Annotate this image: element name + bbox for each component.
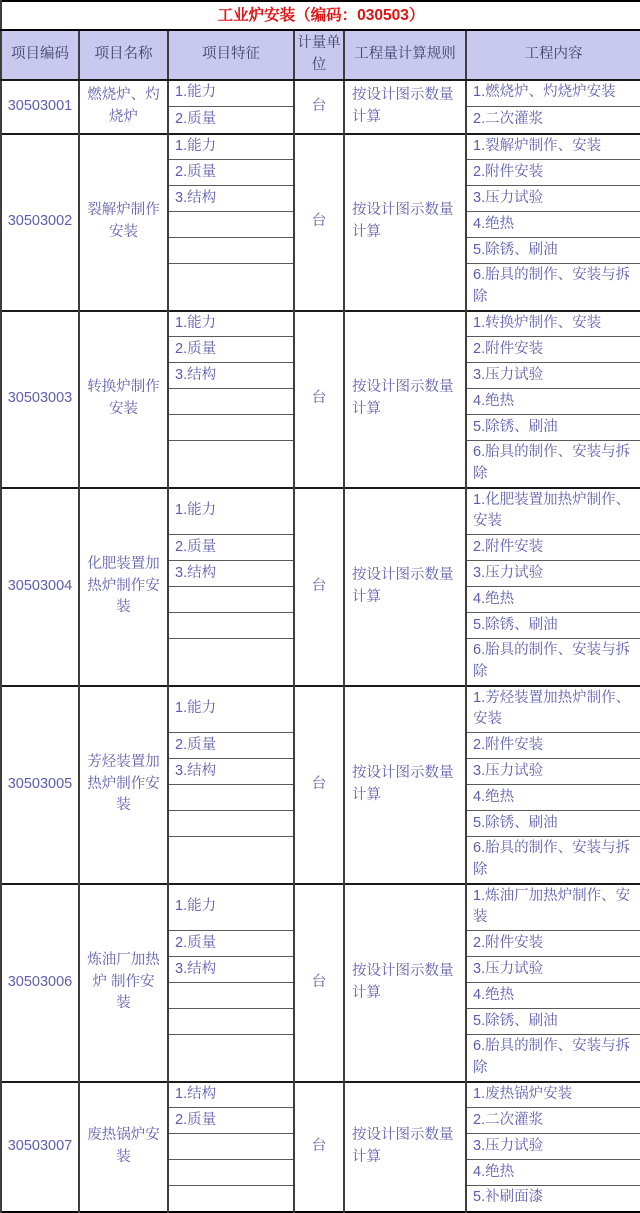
content-cell: 1.芳烃装置加热炉制作、安装 bbox=[466, 686, 640, 733]
feature-cell: 1.能力 bbox=[168, 488, 294, 535]
content-cell: 4.绝热 bbox=[466, 1160, 640, 1186]
project-name: 裂解炉制作安装 bbox=[79, 134, 168, 311]
col-header-feature: 项目特征 bbox=[168, 30, 294, 80]
feature-cell bbox=[168, 613, 294, 639]
feature-cell: 1.能力 bbox=[168, 80, 294, 107]
project-code: 30503003 bbox=[1, 311, 79, 488]
feature-cell bbox=[168, 212, 294, 238]
project-code: 30503005 bbox=[1, 686, 79, 884]
project-code: 30503007 bbox=[1, 1082, 79, 1212]
table-row bbox=[1, 1082, 640, 1108]
col-header-name: 项目名称 bbox=[79, 30, 168, 80]
col-header-rule: 工程量计算规则 bbox=[344, 30, 466, 80]
unit-cell: 台 bbox=[294, 80, 344, 134]
feature-cell bbox=[168, 389, 294, 415]
table-row bbox=[1, 80, 640, 107]
content-cell: 2.二次灌浆 bbox=[466, 107, 640, 134]
feature-cell: 3.结构 bbox=[168, 561, 294, 587]
content-cell: 3.压力试验 bbox=[466, 363, 640, 389]
unit-cell: 台 bbox=[294, 311, 344, 488]
project-name: 转换炉制作安装 bbox=[79, 311, 168, 488]
unit-cell: 台 bbox=[294, 884, 344, 1082]
rule-cell: 按设计图示数量计算 bbox=[344, 134, 466, 311]
feature-cell: 2.质量 bbox=[168, 337, 294, 363]
project-name: 芳烃装置加热炉制作安装 bbox=[79, 686, 168, 884]
unit-cell: 台 bbox=[294, 686, 344, 884]
feature-cell: 1.能力 bbox=[168, 134, 294, 160]
project-name: 炼油厂加热炉 制作安装 bbox=[79, 884, 168, 1082]
feature-cell bbox=[168, 811, 294, 837]
project-code: 30503001 bbox=[1, 80, 79, 134]
content-cell: 3.压力试验 bbox=[466, 957, 640, 983]
content-cell: 3.压力试验 bbox=[466, 759, 640, 785]
feature-cell bbox=[168, 639, 294, 686]
feature-cell bbox=[168, 1186, 294, 1212]
rule-cell: 按设计图示数量计算 bbox=[344, 80, 466, 134]
project-name: 化肥装置加热炉制作安装 bbox=[79, 488, 168, 686]
project-name: 燃烧炉、灼烧炉 bbox=[79, 80, 168, 134]
feature-cell: 3.结构 bbox=[168, 363, 294, 389]
feature-cell bbox=[168, 983, 294, 1009]
project-code: 30503002 bbox=[1, 134, 79, 311]
feature-cell bbox=[168, 587, 294, 613]
feature-cell: 1.能力 bbox=[168, 884, 294, 931]
content-cell: 4.绝热 bbox=[466, 212, 640, 238]
content-cell: 4.绝热 bbox=[466, 983, 640, 1009]
content-cell: 6.胎具的制作、安装与拆除 bbox=[466, 1035, 640, 1082]
content-cell: 1.转换炉制作、安装 bbox=[466, 311, 640, 337]
col-header-unit: 计量单位 bbox=[294, 30, 344, 80]
content-cell: 3.压力试验 bbox=[466, 186, 640, 212]
content-cell: 5.除锈、刷油 bbox=[466, 415, 640, 441]
content-cell: 3.压力试验 bbox=[466, 561, 640, 587]
content-cell: 6.胎具的制作、安装与拆除 bbox=[466, 441, 640, 488]
feature-cell: 2.质量 bbox=[168, 535, 294, 561]
feature-cell bbox=[168, 264, 294, 311]
rule-cell: 按设计图示数量计算 bbox=[344, 1082, 466, 1212]
table-row bbox=[1, 134, 640, 160]
table-row bbox=[1, 311, 640, 337]
content-cell: 4.绝热 bbox=[466, 785, 640, 811]
content-cell: 1.炼油厂加热炉制作、安装 bbox=[466, 884, 640, 931]
content-cell: 2.附件安装 bbox=[466, 535, 640, 561]
content-cell: 3.压力试验 bbox=[466, 1134, 640, 1160]
content-cell: 2.附件安装 bbox=[466, 733, 640, 759]
feature-cell: 3.结构 bbox=[168, 957, 294, 983]
feature-cell: 1.能力 bbox=[168, 686, 294, 733]
col-header-content: 工程内容 bbox=[466, 30, 640, 80]
feature-cell: 2.质量 bbox=[168, 160, 294, 186]
project-code: 30503006 bbox=[1, 884, 79, 1082]
rule-cell: 按设计图示数量计算 bbox=[344, 311, 466, 488]
unit-cell: 台 bbox=[294, 134, 344, 311]
feature-cell bbox=[168, 415, 294, 441]
content-cell: 5.除锈、刷油 bbox=[466, 613, 640, 639]
project-code: 30503004 bbox=[1, 488, 79, 686]
feature-cell bbox=[168, 238, 294, 264]
rule-cell: 按设计图示数量计算 bbox=[344, 488, 466, 686]
col-header-code: 项目编码 bbox=[1, 30, 79, 80]
content-cell: 2.附件安装 bbox=[466, 337, 640, 363]
content-cell: 5.补刷面漆 bbox=[466, 1186, 640, 1212]
feature-cell: 2.质量 bbox=[168, 107, 294, 134]
feature-cell bbox=[168, 1134, 294, 1160]
rule-cell: 按设计图示数量计算 bbox=[344, 686, 466, 884]
unit-cell: 台 bbox=[294, 488, 344, 686]
unit-cell: 台 bbox=[294, 1082, 344, 1212]
feature-cell bbox=[168, 441, 294, 488]
content-cell: 2.二次灌浆 bbox=[466, 1108, 640, 1134]
feature-cell: 2.质量 bbox=[168, 733, 294, 759]
content-cell: 6.胎具的制作、安装与拆除 bbox=[466, 639, 640, 686]
content-cell: 5.除锈、刷油 bbox=[466, 1009, 640, 1035]
feature-cell bbox=[168, 1035, 294, 1082]
content-cell: 2.附件安装 bbox=[466, 931, 640, 957]
table-row bbox=[1, 686, 640, 733]
content-cell: 6.胎具的制作、安装与拆除 bbox=[466, 264, 640, 311]
feature-cell: 2.质量 bbox=[168, 931, 294, 957]
feature-cell: 3.结构 bbox=[168, 759, 294, 785]
feature-cell bbox=[168, 785, 294, 811]
table-title: 工业炉安装（编码：030503） bbox=[1, 1, 640, 30]
feature-cell bbox=[168, 1160, 294, 1186]
content-cell: 5.除锈、刷油 bbox=[466, 238, 640, 264]
feature-cell: 1.能力 bbox=[168, 311, 294, 337]
feature-cell bbox=[168, 1009, 294, 1035]
feature-cell: 2.质量 bbox=[168, 1108, 294, 1134]
content-cell: 6.胎具的制作、安装与拆除 bbox=[466, 837, 640, 884]
feature-cell: 3.结构 bbox=[168, 186, 294, 212]
content-cell: 4.绝热 bbox=[466, 587, 640, 613]
feature-cell bbox=[168, 837, 294, 884]
content-cell: 5.除锈、刷油 bbox=[466, 811, 640, 837]
content-cell: 1.燃烧炉、灼烧炉安装 bbox=[466, 80, 640, 107]
feature-cell: 1.结构 bbox=[168, 1082, 294, 1108]
rule-cell: 按设计图示数量计算 bbox=[344, 884, 466, 1082]
content-cell: 1.废热锅炉安装 bbox=[466, 1082, 640, 1108]
table-row bbox=[1, 884, 640, 931]
content-cell: 1.化肥装置加热炉制作、安装 bbox=[466, 488, 640, 535]
content-cell: 4.绝热 bbox=[466, 389, 640, 415]
table-row bbox=[1, 488, 640, 535]
content-cell: 1.裂解炉制作、安装 bbox=[466, 134, 640, 160]
project-name: 废热锅炉安装 bbox=[79, 1082, 168, 1212]
content-cell: 2.附件安装 bbox=[466, 160, 640, 186]
